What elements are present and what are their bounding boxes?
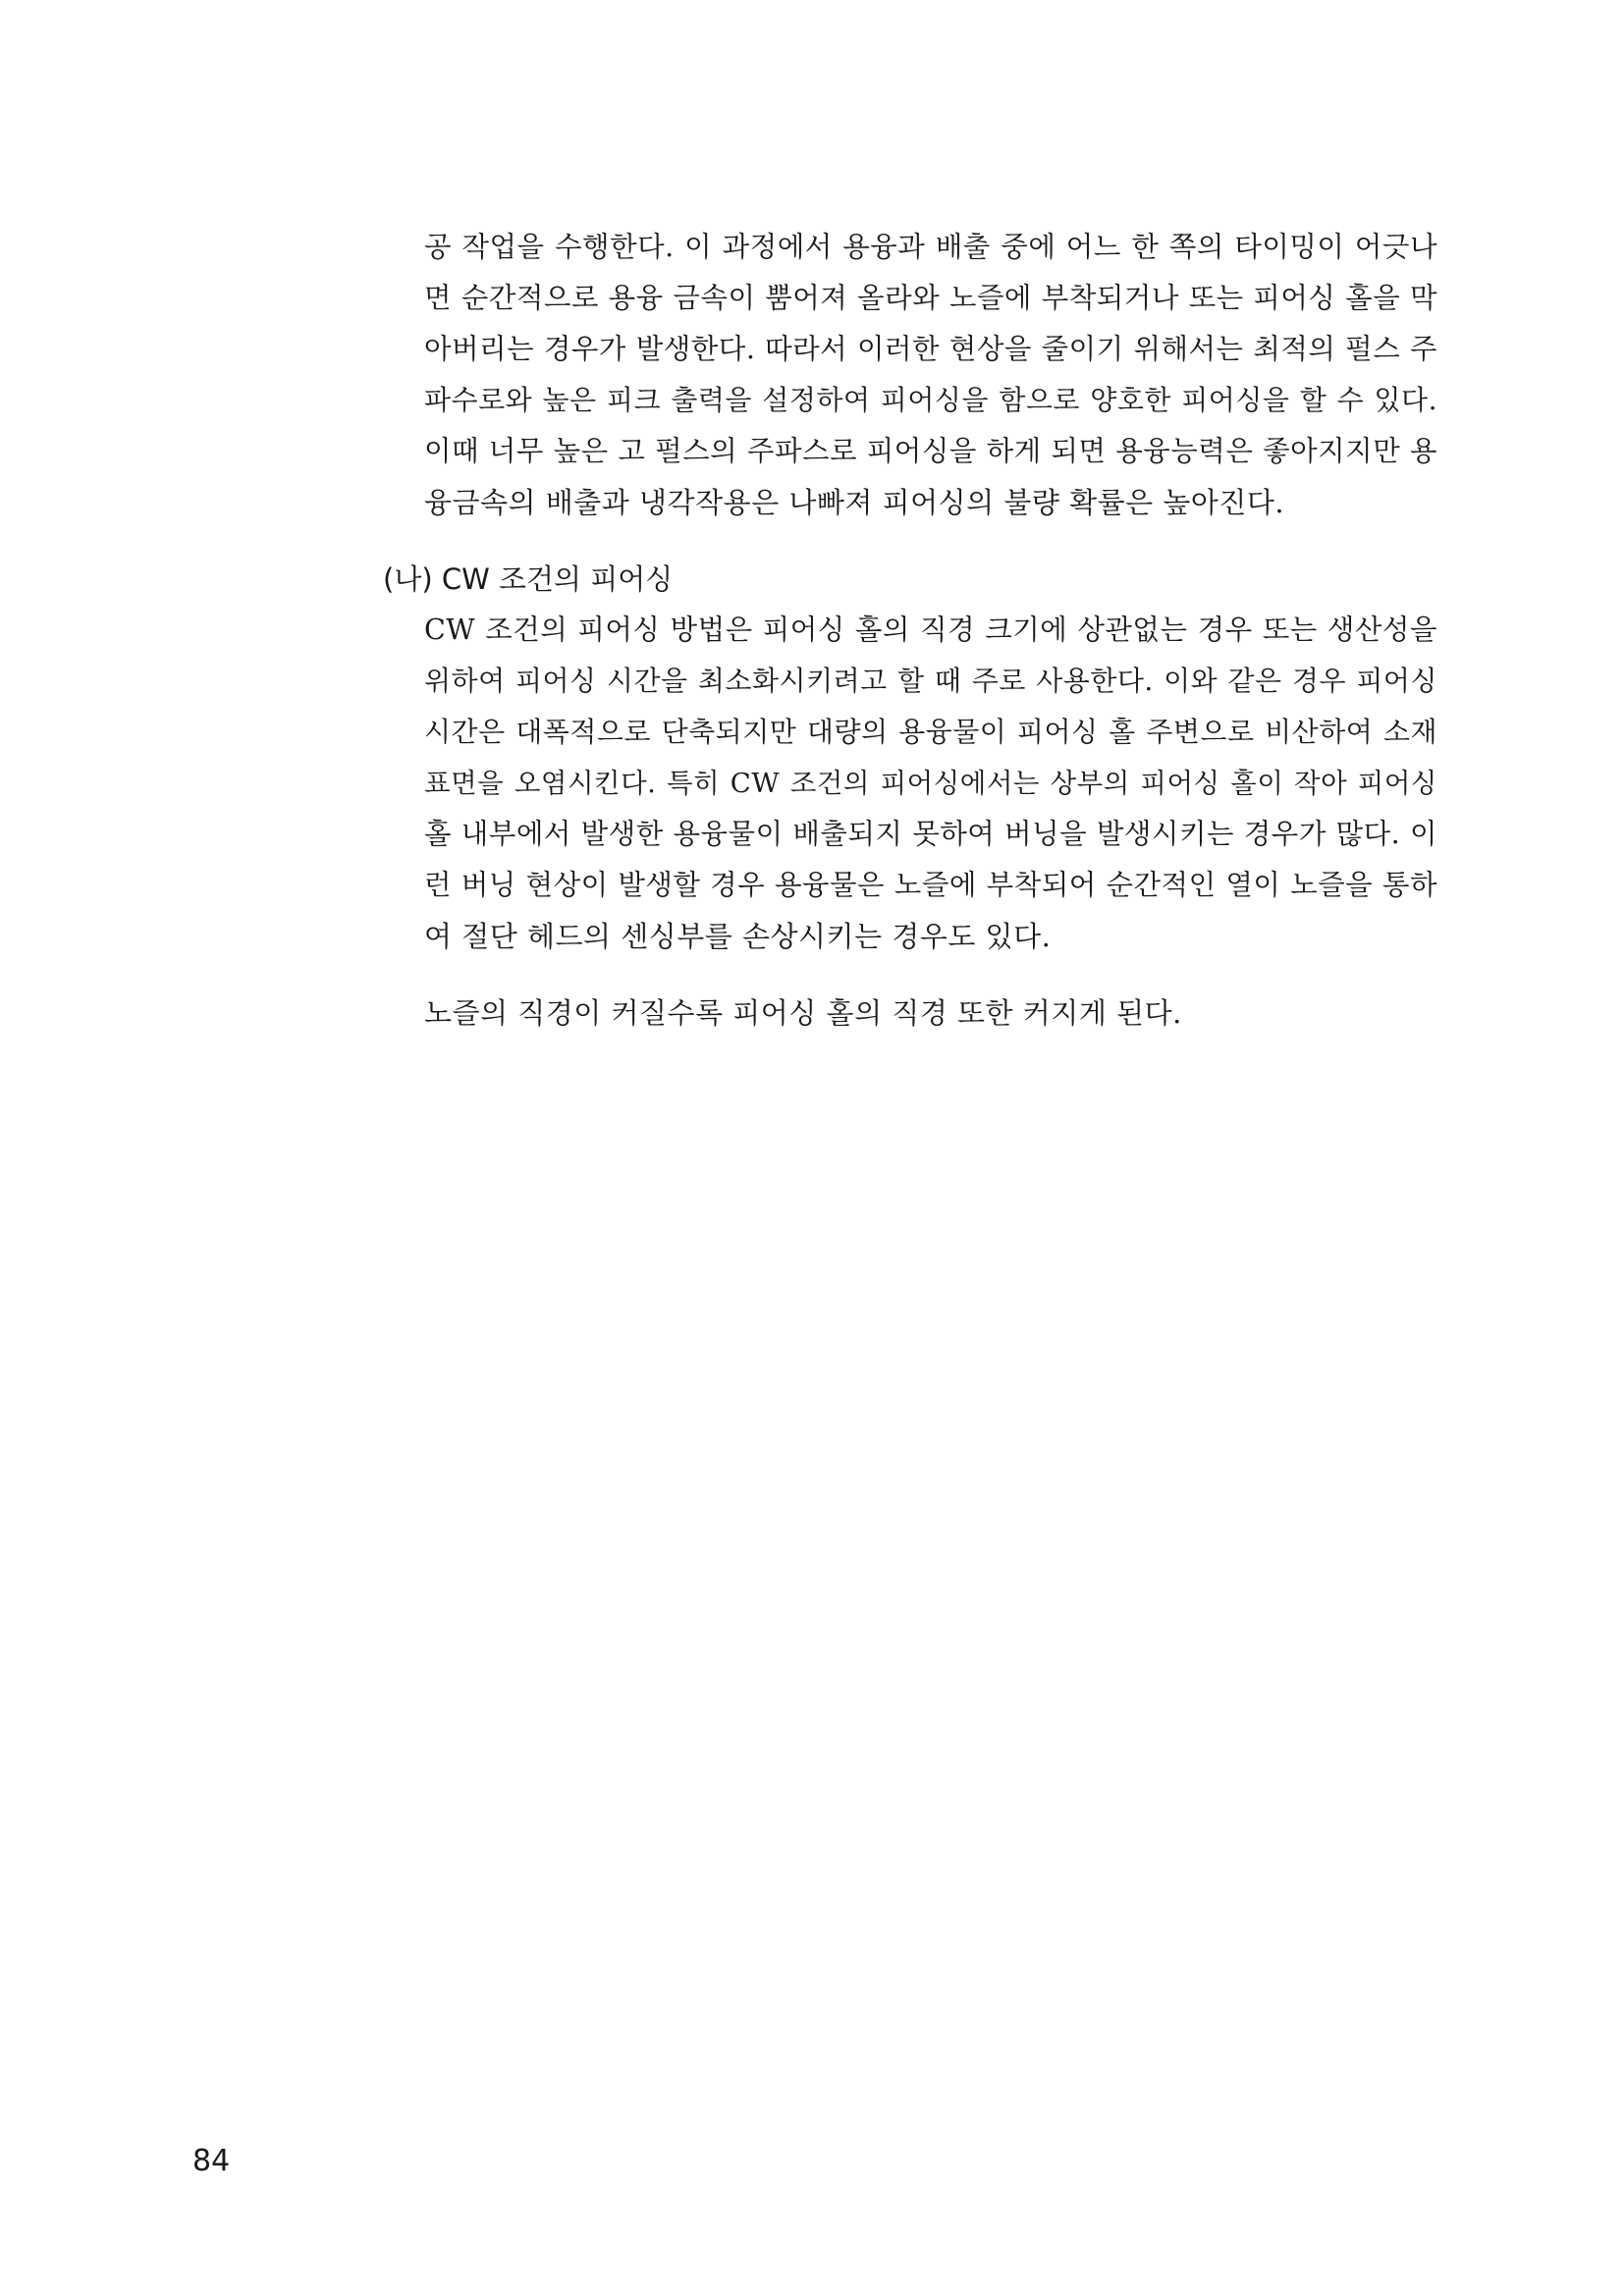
text-line: 여 절단 헤드의 센싱부를 손상시키는 경우도 있다. bbox=[424, 920, 1052, 953]
page-number: 84 bbox=[192, 2144, 231, 2178]
text-line: 공 작업을 수행한다. 이 과정에서 용융과 배출 중에 어느 한 쪽의 타이밍이 어긋나 bbox=[424, 231, 1437, 263]
text-line: 런 버닝 현상이 발생할 경우 용융물은 노즐에 부착되어 순간적인 열이 노즐을 통하 bbox=[424, 869, 1437, 901]
text-line: 융금속의 배출과 냉각작용은 나빠져 피어싱의 불량 확률은 높아진다. bbox=[424, 486, 1285, 519]
paragraph-nozzle-diameter bbox=[424, 988, 1437, 1039]
section-heading: (나) CW 조건의 피어싱 bbox=[383, 562, 674, 596]
text-line: 파수로와 높은 피크 출력을 설정하여 피어싱을 함으로 양호한 피어싱을 할 수 있다. bbox=[424, 384, 1437, 416]
text-line: 아버리는 경우가 발생한다. 따라서 이러한 현상을 줄이기 위해서는 최적의 펄스 주 bbox=[424, 333, 1437, 365]
paragraph-piercing-pulse bbox=[424, 222, 1437, 528]
paragraph-cw-piercing bbox=[424, 605, 1437, 962]
text-line: 위하여 피어싱 시간을 최소화시키려고 할 때 주로 사용한다. 이와 같은 경우 피어싱 bbox=[424, 665, 1437, 697]
text-line: 노즐의 직경이 커질수록 피어싱 홀의 직경 또한 커지게 된다. bbox=[424, 996, 1182, 1030]
text-line: 표면을 오염시킨다. 특히 CW 조건의 피어싱에서는 상부의 피어싱 홀이 작아 피어싱 bbox=[424, 768, 1437, 799]
text-line: 홀 내부에서 발생한 용융물이 배출되지 못하여 버닝을 발생시키는 경우가 많다. 이 bbox=[424, 818, 1437, 850]
text-line: 면 순간적으로 용융 금속이 뿜어져 올라와 노즐에 부착되거나 또는 피어싱 홀을 막 bbox=[424, 282, 1437, 314]
text-line: 시간은 대폭적으로 단축되지만 대량의 용융물이 피어싱 홀 주변으로 비산하여 소재 bbox=[424, 716, 1437, 748]
text-line: 이때 너무 높은 고 펄스의 주파스로 피어싱을 하게 되면 용융능력은 좋아지지만 용 bbox=[424, 435, 1437, 467]
text-line: CW 조건의 피어싱 방법은 피어싱 홀의 직경 크기에 상관없는 경우 또는 생산성을 bbox=[424, 614, 1437, 646]
